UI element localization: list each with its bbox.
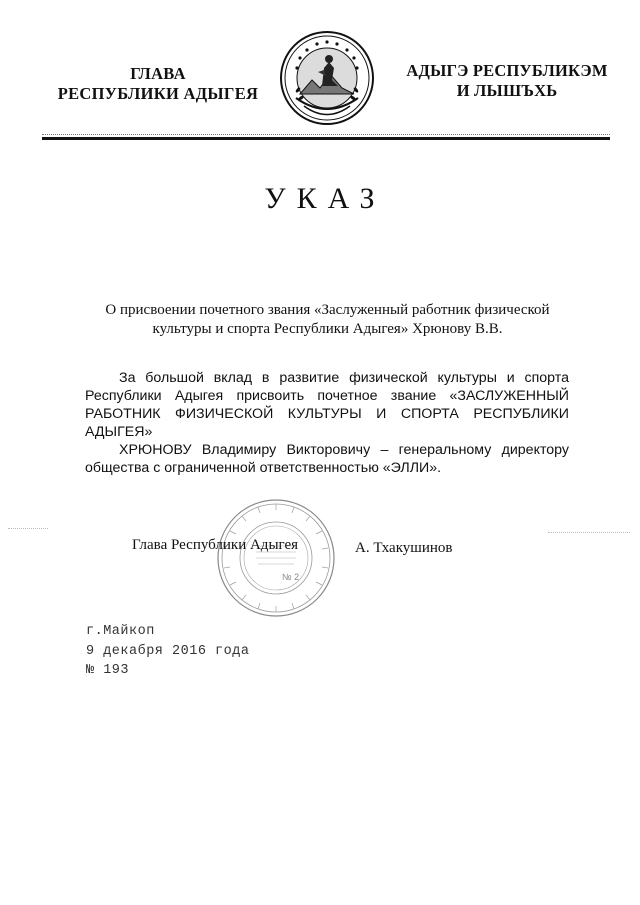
issuer-title-russian <box>38 64 278 104</box>
issue-place: г.Майкоп <box>86 624 155 639</box>
official-seal-icon <box>214 496 338 620</box>
subject-line-1: О присвоении почетного звания «Заслуженный работник физической <box>105 302 550 318</box>
decree-paragraph-2: ХРЮНОВУ Владимиру Викторовичу – генеральному директору общества с ограниченной ответственностью «ЭЛЛИ». <box>85 442 569 476</box>
issuer-line-2-adyghe: И ЛЫШЪХЬ <box>456 81 558 100</box>
document-title: УКАЗ <box>264 182 386 215</box>
coat-of-arms-icon <box>274 28 380 128</box>
subject-line-2: культуры и спорта Республики Адыгея» Хрюнову В.В. <box>152 321 503 337</box>
seal-number: № 2 <box>282 572 300 582</box>
issuer-line-1: ГЛАВА <box>130 64 186 83</box>
header-divider <box>42 137 610 140</box>
scan-artifact <box>548 532 630 533</box>
issuer-title-adyghe <box>382 61 632 101</box>
signatory-position: Глава Республики Адыгея <box>132 537 299 553</box>
document-subject <box>80 301 575 339</box>
decree-number: № 193 <box>86 663 130 678</box>
header-divider-dotted <box>42 134 610 135</box>
issuer-line-2: РЕСПУБЛИКИ АДЫГЕЯ <box>57 84 259 103</box>
scan-artifact <box>8 528 48 529</box>
issuer-line-1-adyghe: АДЫГЭ РЕСПУБЛИКЭМ <box>406 61 608 80</box>
decree-body <box>85 369 569 477</box>
issue-date: 9 декабря 2016 года <box>86 644 250 659</box>
decree-paragraph-1: За большой вклад в развитие физической культуры и спорта Республики Адыгея присвоить почетное звание «ЗАСЛУЖЕННЫЙ РАБОТНИК ФИЗИЧЕСКОЙ КУЛЬТУРЫ И СПОРТА РЕСПУБЛИКИ АДЫГЕЯ» <box>85 370 569 440</box>
signatory-name: А. Тхакушинов <box>355 540 453 556</box>
